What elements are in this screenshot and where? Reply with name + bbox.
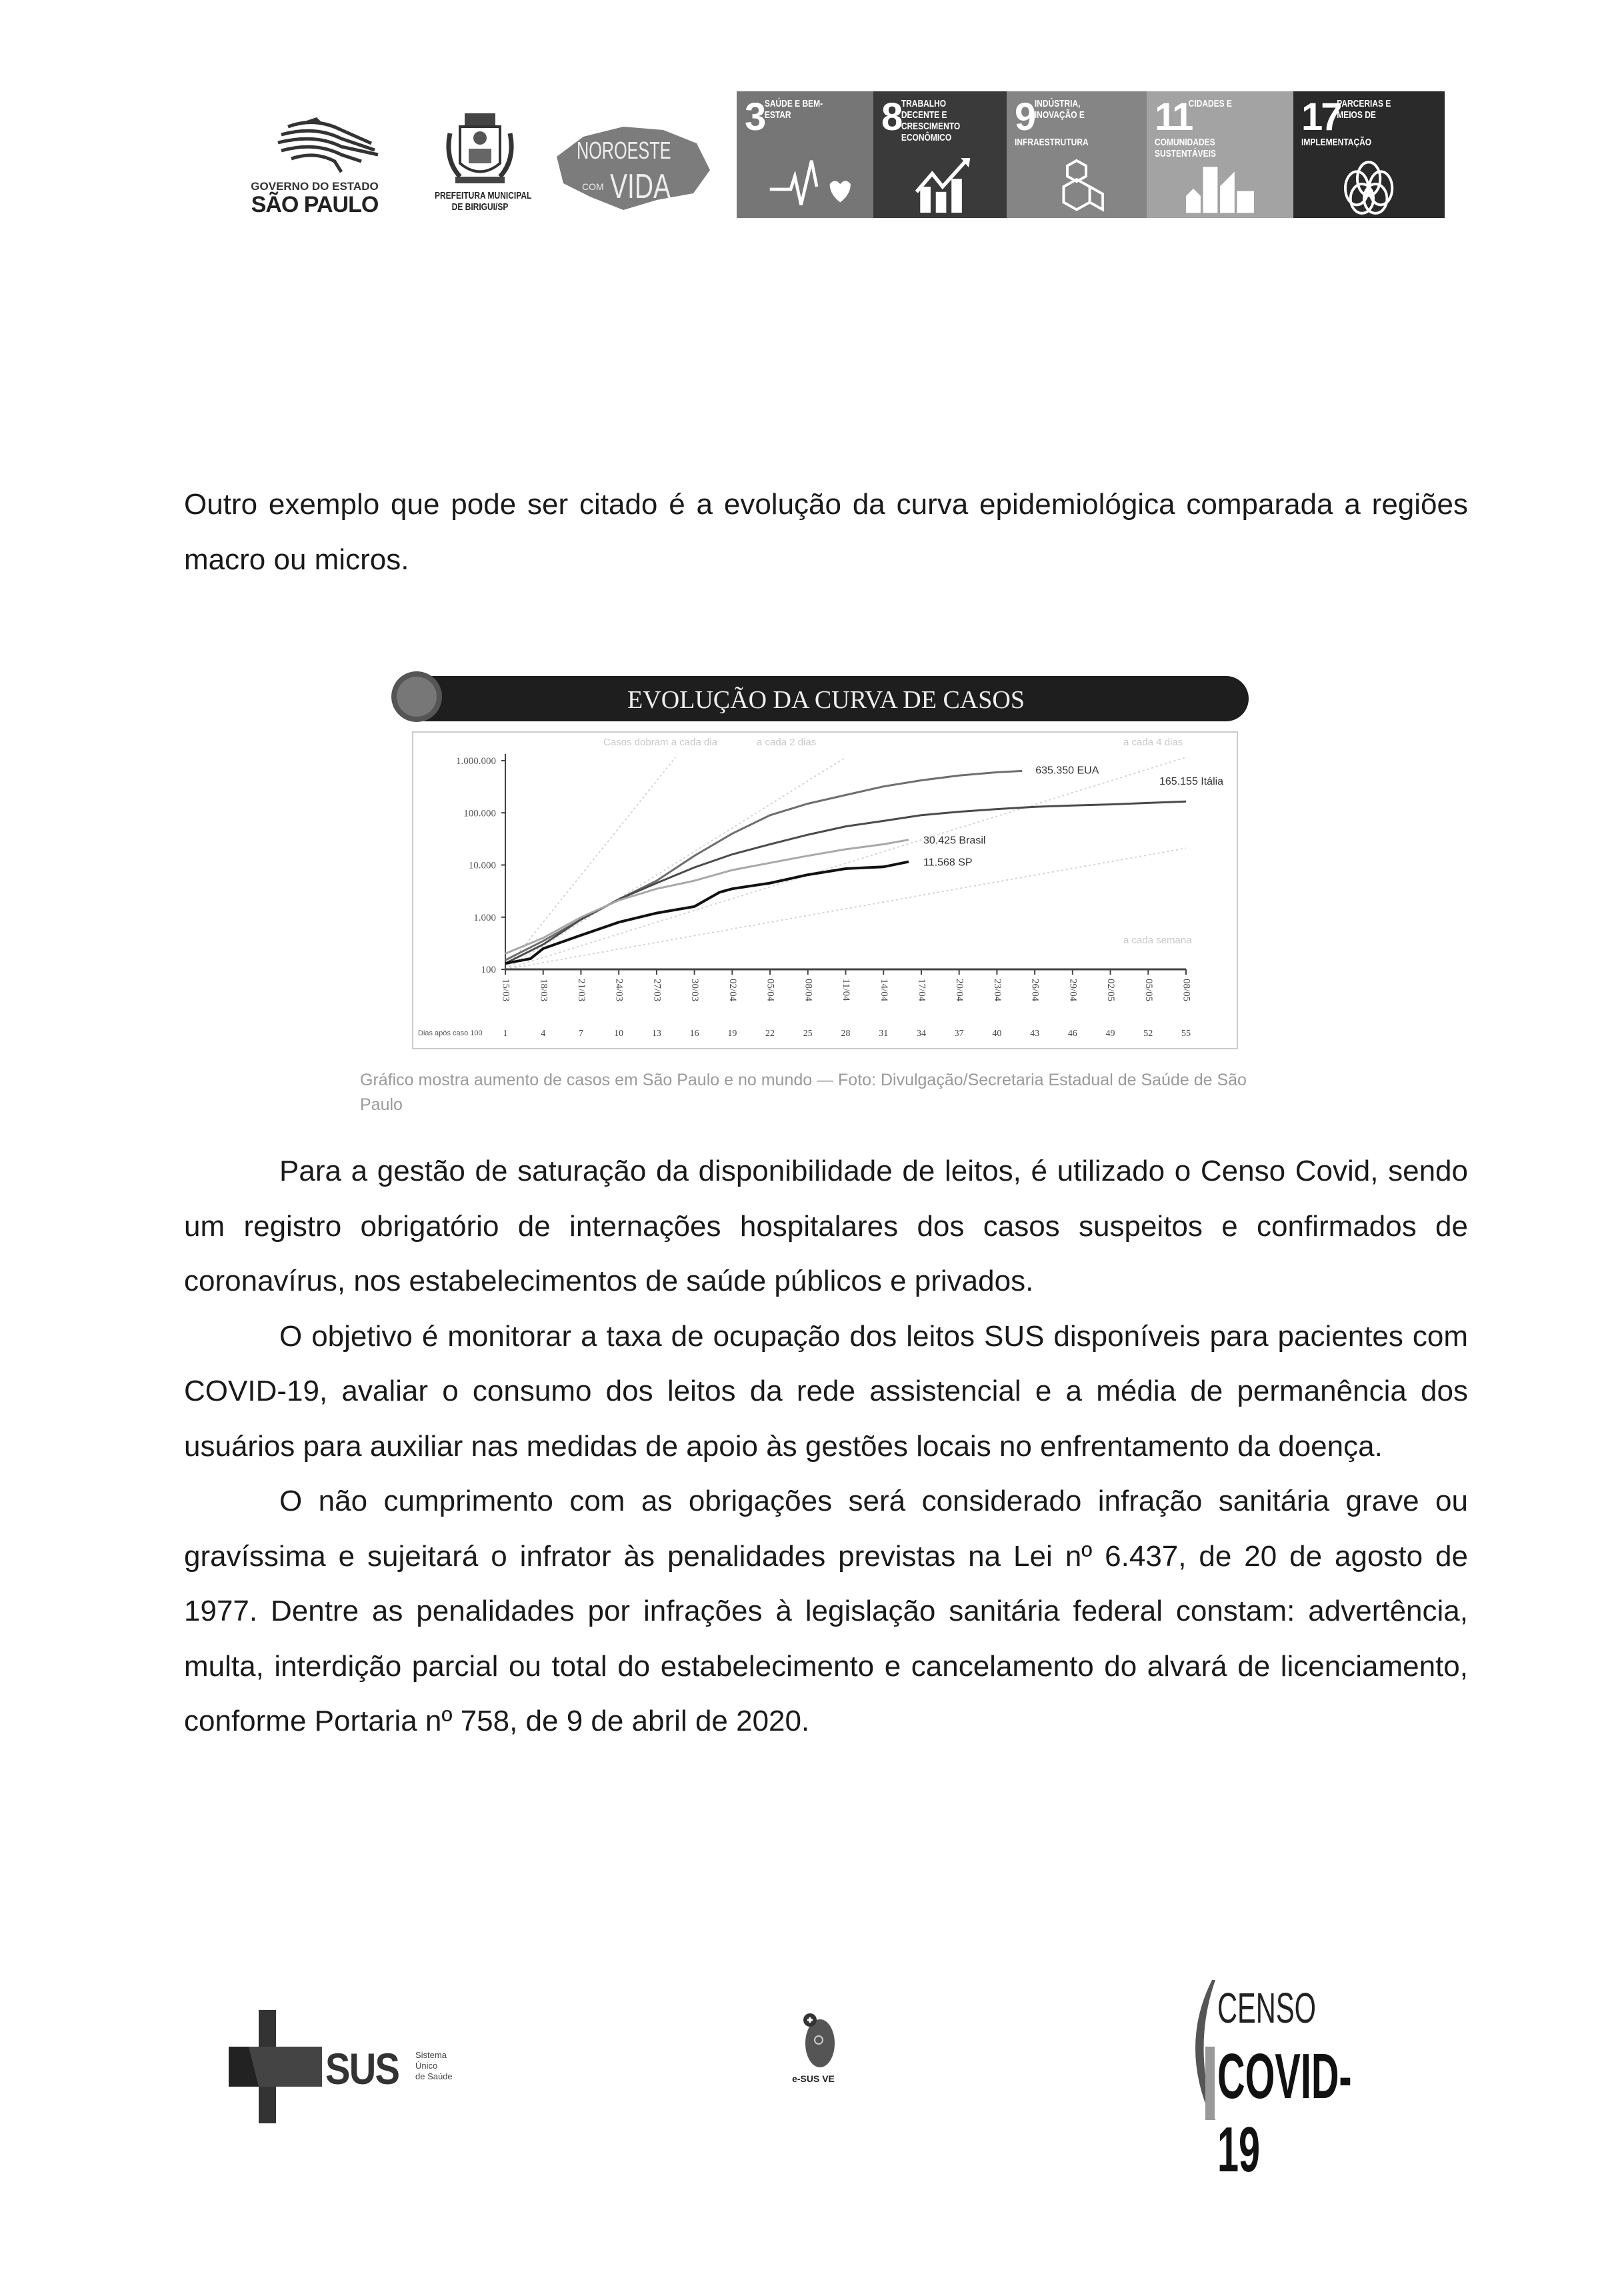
series-line-brasil [505,840,909,954]
x-date-label: 26/04 [1029,979,1041,1002]
paragraph-intro: Outro exemplo que pode ser citado é a evolução da curva epidemiológica comparada a regiões macro ou micros. [184,488,1468,576]
x-day-label: 25 [803,1029,813,1039]
logo-governo-line2: SÃO PAULO [251,192,379,217]
sdg-label: INDÚSTRIA, INOVAÇÃO E INFRAESTRUTURA [1015,98,1089,148]
reference-line-label: Casos dobram a cada dia [603,737,717,748]
series-end-label: 165.155 Itália [1159,776,1224,788]
x-date-label: 29/04 [1067,979,1079,1002]
x-day-label: 43 [1030,1029,1040,1039]
x-date-label: 02/05 [1105,979,1117,1002]
x-date-label: 11/04 [841,979,852,1001]
x-day-label: 13 [651,1029,661,1039]
logo-esus-ve [780,2010,853,2097]
sdg-tile-11 [1147,91,1293,218]
chart-evolucao-curva-casos [383,667,1250,1053]
logo-noroeste-line3: VIDA [610,167,671,206]
x-date-label: 24/03 [613,979,625,1002]
buildings-icon [1147,162,1293,215]
y-tick-label: 1.000 [473,912,496,923]
sdg-label: SAÚDE E BEM-ESTAR [764,98,823,121]
x-date-label: 17/04 [916,979,927,1002]
logo-governo-line1: GOVERNO DO ESTADO [251,180,379,193]
sdg-tile-9 [1007,91,1147,218]
x-day-label: 4 [541,1029,546,1039]
reference-line-label: a cada semana [1123,935,1192,946]
x-date-label: 02/04 [727,979,738,1002]
x-day-label: 7 [578,1029,583,1039]
x-day-label: 28 [841,1029,851,1039]
paragraph-censo-covid: Para a gestão de saturação da disponibilidade de leitos, é utilizado o Censo Covid, sendo um registro obrigatório de internações hospitalares dos casos suspeitos e confirmados de coronavírus, nos estabelecimentos de saúde públicos e privados. [184,1155,1468,1297]
sdg-number: 9 [1015,95,1035,139]
sdg-tile-17 [1293,91,1445,218]
censo-line2: COVID-19 [1217,2041,1352,2185]
series-line-itália [505,801,1186,963]
sp-map-stripes-icon [241,113,388,177]
logo-governo-sp [241,113,388,217]
esus-virus-badge-icon [780,2010,853,2070]
y-tick-label: 10.000 [468,860,496,871]
x-day-label: 31 [879,1029,889,1039]
x-date-label: 14/04 [878,979,889,1002]
x-day-label: 10 [614,1029,624,1039]
x-day-label: 19 [727,1029,737,1039]
logo-prefeitura-line1: PREFEITURA MUNICIPAL [435,190,532,201]
logo-censo-covid19 [1179,1980,1459,2185]
paragraph-objetivo: O objetivo é monitorar a taxa de ocupação dos leitos SUS disponíveis para pacientes com COVID-19, avaliar o consumo dos leitos da rede assistencial e a média de permanência dos usuários para auxiliar nas medidas de apoio às gestões locais no enfrentamento da doença. [184,1319,1468,1463]
logo-prefeitura-line2: DE BIRIGUI/SP [451,201,509,213]
sus-line1: Sistema [415,2050,447,2060]
rings-icon [1293,158,1445,215]
sdg-tile-8 [873,91,1007,218]
x-day-label: 40 [992,1029,1002,1039]
y-tick-label: 1.000.000 [456,756,496,767]
reference-line [505,757,675,969]
y-tick-label: 100.000 [463,808,496,819]
x-date-label: 23/04 [991,979,1003,1002]
x-day-label: 16 [689,1029,699,1039]
x-date-label: 05/04 [765,979,776,1002]
x-day-label: 37 [954,1029,964,1039]
sdg-number: 8 [881,95,901,139]
x-date-label: 18/03 [538,979,549,1002]
series-end-label: 635.350 EUA [1035,765,1099,777]
sus-line2: Único [415,2061,438,2071]
x-day-label: 49 [1105,1029,1115,1039]
x-date-label: 21/03 [576,979,587,1002]
cubes-icon [1007,158,1147,215]
y-tick-label: 100 [481,965,496,975]
x-date-label: 08/04 [803,979,814,1002]
growth-chart-icon [873,158,1007,215]
x-day-label: 46 [1067,1029,1077,1039]
sus-cross-icon [229,2010,335,2123]
x-date-label: 27/03 [651,979,663,1002]
censo-line1: CENSO [1217,1984,1316,2032]
x-day-axis-label: Dias após caso 100 [418,1029,483,1037]
chart-title: EVOLUÇÃO DA CURVA DE CASOS [627,686,1025,714]
sdg-number: 3 [745,95,765,139]
x-date-label: 20/04 [954,979,965,1002]
body-paragraphs [184,1144,1468,1749]
logo-prefeitura-birigui [423,110,537,223]
sdg-number: 17 [1301,95,1341,139]
x-day-label: 52 [1143,1029,1153,1039]
censo-arc-icon [1179,1980,1219,2120]
series-end-label: 30.425 Brasil [923,835,986,847]
x-date-label: 15/03 [500,979,511,1002]
x-date-label: 30/03 [689,979,701,1002]
sus-mark: SUS [325,2044,399,2093]
virus-icon [391,671,442,722]
reference-line [505,848,1186,969]
sdg-label: TRABALHO DECENTE E CRESCIMENTO ECONÔMICO [901,98,961,143]
sdg-tile-3 [737,91,873,218]
logo-noroeste-com-vida [543,120,718,213]
reference-line-label: a cada 2 dias [757,737,817,748]
reference-line [505,757,846,969]
heartbeat-icon [737,158,873,215]
x-day-label: 1 [503,1029,508,1039]
sdg-number: 11 [1155,95,1192,139]
logo-noroeste-line1: NOROESTE [577,137,671,164]
x-date-label: 08/05 [1181,979,1192,1002]
x-date-label: 05/05 [1143,979,1154,1002]
reference-line [505,757,1186,969]
x-day-label: 34 [916,1029,926,1039]
reference-line-label: a cada 4 dias [1123,737,1183,748]
logo-noroeste-line2: COM [582,181,604,192]
sdg-label: CIDADES E COMUNIDADES SUSTENTÁVEIS [1155,98,1233,159]
logo-sus [229,2010,469,2123]
series-end-label: 11.568 SP [923,857,973,869]
sus-line3: de Saúde [415,2071,453,2081]
coat-of-arms-icon [423,110,537,187]
figure-caption: Gráfico mostra aumento de casos em São Paulo e no mundo — Foto: Divulgação/Secretaria Estadual de Saúde de São Paulo [360,1071,1247,1114]
x-day-label: 22 [765,1029,775,1039]
esus-label: e-SUS VE [792,2073,835,2084]
x-day-label: 55 [1181,1029,1191,1039]
sdg-label: PARCERIAS E MEIOS DE IMPLEMENTAÇÃO [1301,98,1391,148]
paragraph-penalidades: O não cumprimento com as obrigações será considerado infração sanitária grave ou gravíssima e sujeitará o infrator às penalidades previstas na Lei nº 6.437, de 20 de agosto de 1977. Dentre as penalidades por infrações à legislação sanitária federal constam: advertência, multa, interdição parcial ou total do estabelecimento e cancelamento do alvará de licenciamento, conforme Portaria nº 758, de 9 de abril de 2020. [184,1485,1468,1737]
